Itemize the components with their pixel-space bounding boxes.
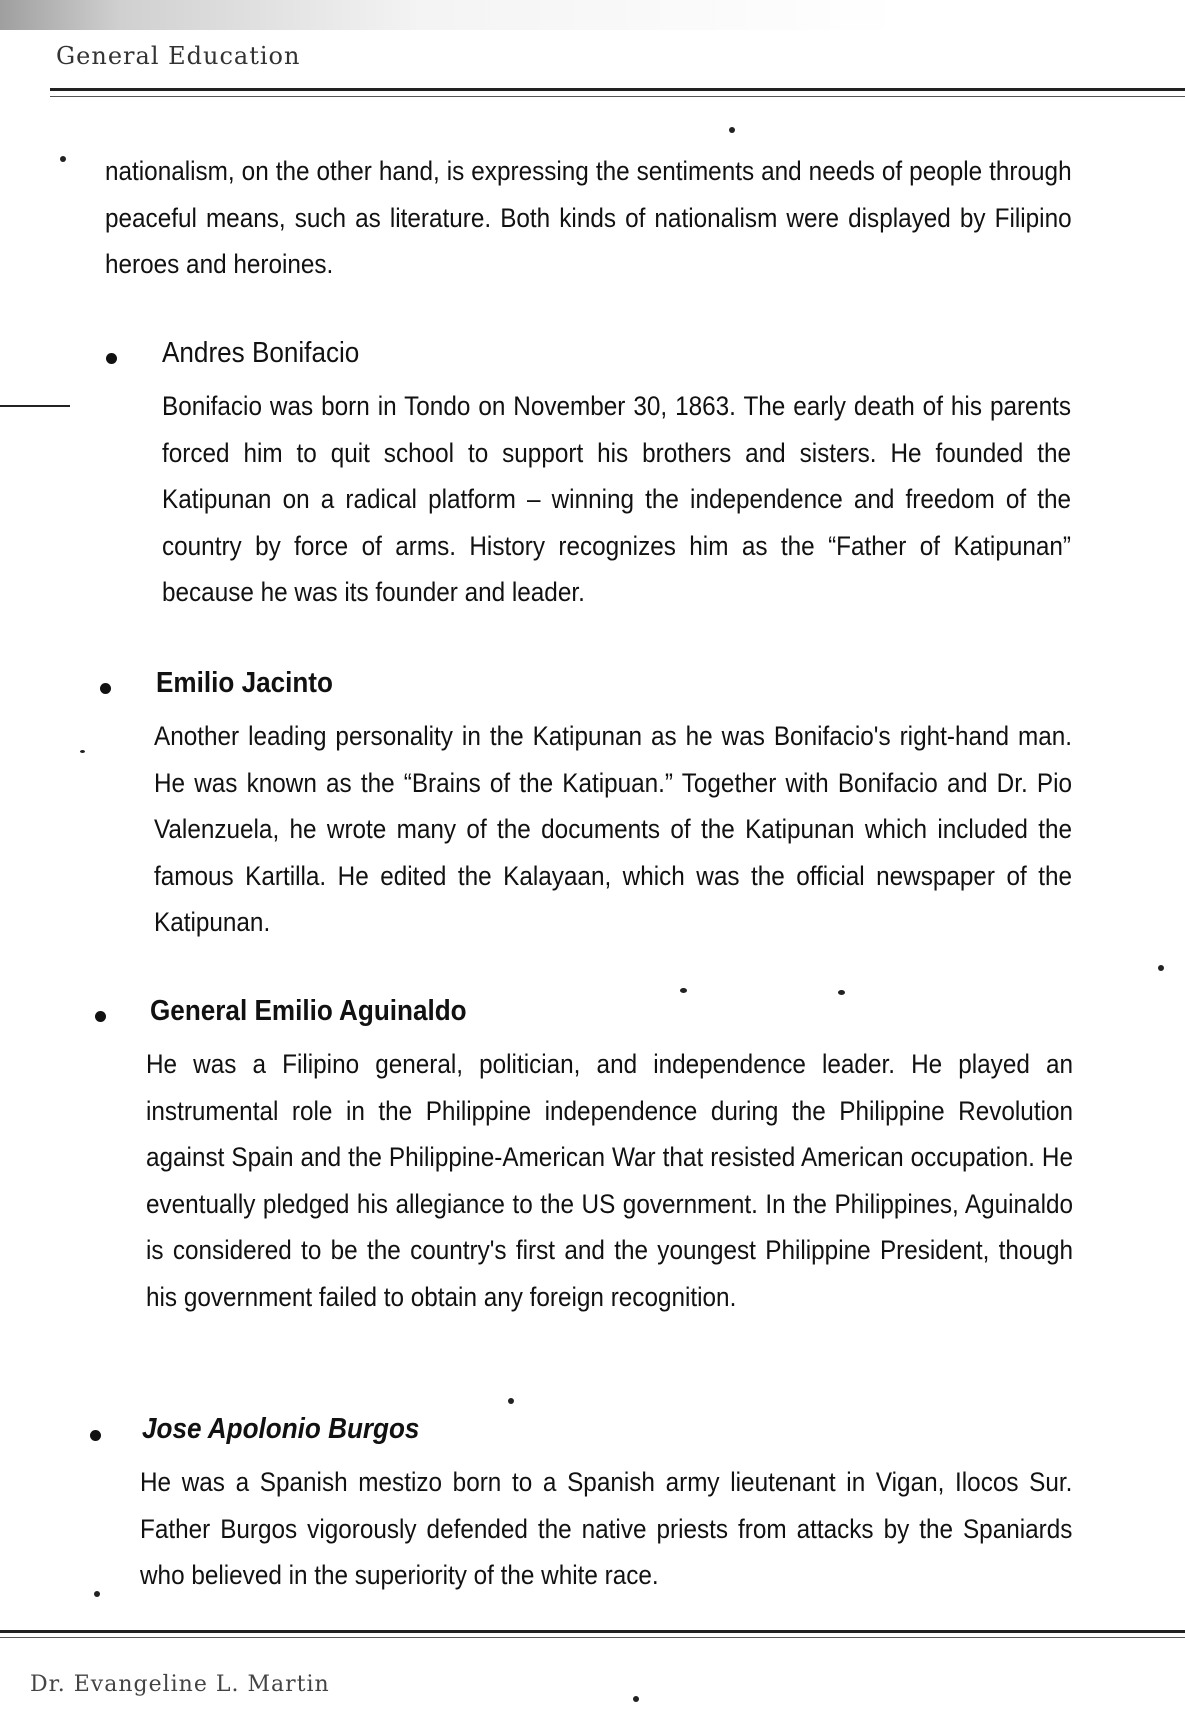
- entry-body-aguinaldo: He was a Filipino general, politician, and independence leader. He played an instrumental role in the Philippine independence during the Philippine Revolution against Spain and the Philippine-American War that resisted American occupation. He eventually pledged his allegiance to the US government. In the Philippines, Aguinaldo is considered to be the country's first and the youngest Philippine President, though his government failed to obtain any foreign recognition.: [146, 1049, 1073, 1312]
- scan-speck: [80, 750, 85, 753]
- footer-rule: [0, 1630, 1185, 1633]
- entry-body-burgos: He was a Spanish mestizo born to a Spanish army lieutenant in Vigan, Ilocos Sur. Father Burgos vigorously defended the native priests from attacks by the Spaniards who believed in the superiority of the white race.: [140, 1467, 1073, 1590]
- entry-body-bonifacio: Bonifacio was born in Tondo on November 30, 1863. The early death of his parents forced him to quit school to support his brothers and sisters. He founded the Katipunan on a radical platform – winning the independence and freedom of the country by force of arms. History recognizes him as the “Father of Katipunan” because he was its founder and leader.: [162, 391, 1071, 607]
- scan-speck: [680, 988, 687, 993]
- scan-speck: [633, 1696, 639, 1702]
- entry-title-burgos: Jose Apolonio Burgos: [142, 1413, 420, 1445]
- scan-speck: [729, 127, 735, 133]
- bullet-4: [90, 1430, 101, 1441]
- scan-dash: [0, 405, 70, 407]
- bullet-2: [100, 683, 111, 694]
- scan-speck: [838, 990, 845, 995]
- intro-paragraph: nationalism, on the other hand, is expressing the sentiments and needs of people through peaceful means, such as literature. Both kinds of nationalism were displayed by Filipino heroes and heroines.: [105, 156, 1072, 279]
- entry-title-aguinaldo: General Emilio Aguinaldo: [150, 995, 467, 1027]
- scan-speck: [94, 1591, 100, 1597]
- scan-speck: [60, 156, 66, 162]
- footer-rule-thin: [0, 1637, 1185, 1638]
- entry-title-jacinto: Emilio Jacinto: [156, 667, 333, 699]
- entry-body-jacinto: Another leading personality in the Katipunan as he was Bonifacio's right-hand man. He was known as the “Brains of the Katipuan.” Together with Bonifacio and Dr. Pio Valenzuela, he wrote many of the documents of the Katipunan which included the famous Kartilla. He edited the Kalayaan, which was the official newspaper of the Katipunan.: [154, 721, 1072, 937]
- running-header: General Education: [56, 42, 301, 70]
- footer-author: Dr. Evangeline L. Martin: [30, 1672, 330, 1697]
- bullet-1: [106, 353, 117, 364]
- scan-speck: [1158, 965, 1164, 971]
- scan-speck: [508, 1398, 514, 1404]
- entry-title-bonifacio: Andres Bonifacio: [162, 337, 360, 369]
- bullet-3: [95, 1011, 106, 1022]
